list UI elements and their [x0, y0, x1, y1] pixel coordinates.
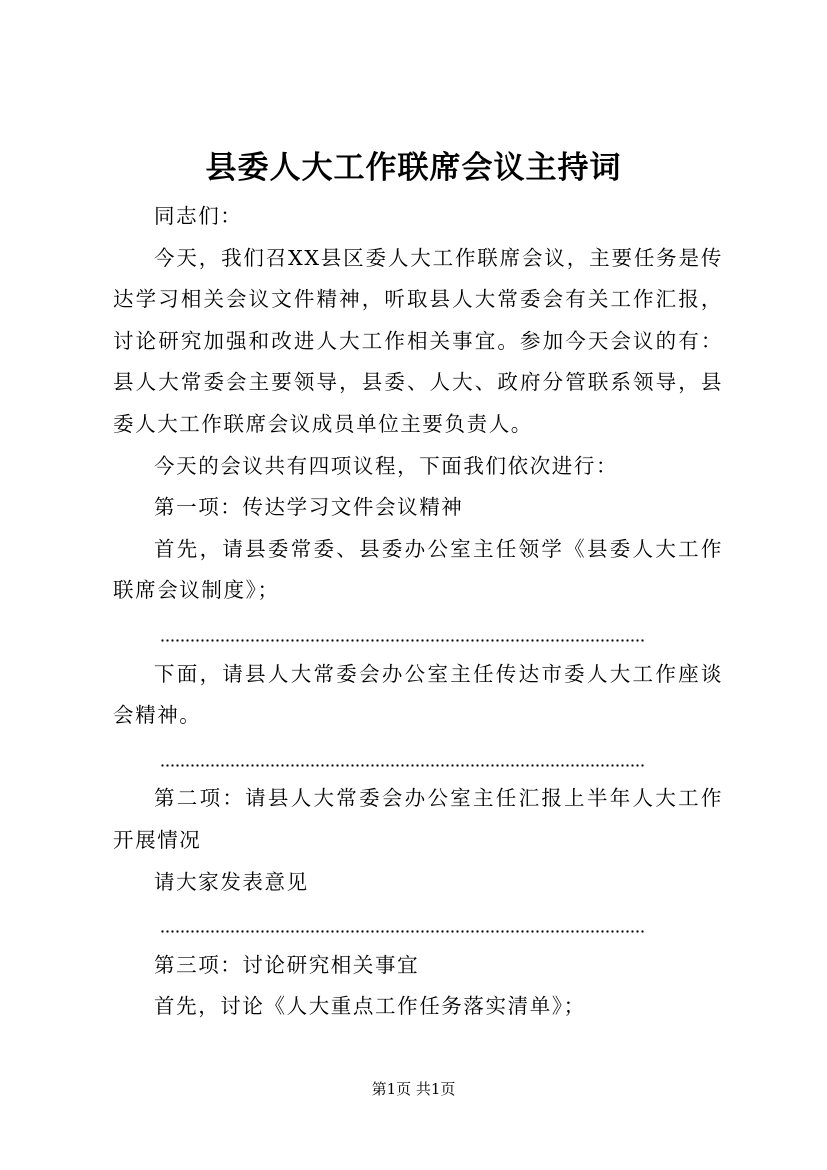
agenda-item-2-heading: 第二项：请县人大常委会办公室主任汇报上半年人大工作开展情况 [113, 786, 723, 852]
ellipsis-separator [113, 612, 723, 654]
salutation: 同志们： [154, 204, 243, 228]
document-title: 县委人大工作联席会议主持词 [205, 150, 622, 186]
dotted-line [160, 764, 644, 767]
ellipsis-separator [113, 737, 723, 779]
opening-paragraph: 今天，我们召XX县区委人大工作联席会议，主要任务是传达学习相关会议文件精神，听取县人大常委会有关工作汇报，讨论研究加强和改进人大工作相关事宜。参加今天会议的有：县人大常委会主要领导，县委、人大、政府分管联系领导，县委人大工作联席会议成员单位主要负责人。 [113, 245, 723, 436]
dotted-line [160, 639, 644, 642]
agenda-intro: 今天的会议共有四项议程，下面我们依次进行： [154, 453, 619, 478]
agenda-item-3-step-1: 首先，讨论《人大重点工作任务落实清单》； [154, 994, 586, 1019]
agenda-item-3-heading: 第三项：讨论研究相关事宜 [154, 952, 420, 977]
dotted-line [160, 930, 644, 933]
agenda-item-1-step-2: 下面，请县人大常委会办公室主任传达市委人大工作座谈会精神。 [113, 661, 723, 728]
document-body [113, 196, 723, 1028]
agenda-item-1-step-1: 首先，请县委常委、县委办公室主任领学《县委人大工作联席会议制度》； [113, 536, 723, 603]
agenda-item-1-heading: 第一项：传达学习文件会议精神 [154, 495, 464, 520]
agenda-item-2-discussion: 请大家发表意见 [154, 869, 309, 894]
ellipsis-separator [113, 903, 723, 945]
page-number-footer: 第1页 共1页 [371, 1080, 456, 1098]
